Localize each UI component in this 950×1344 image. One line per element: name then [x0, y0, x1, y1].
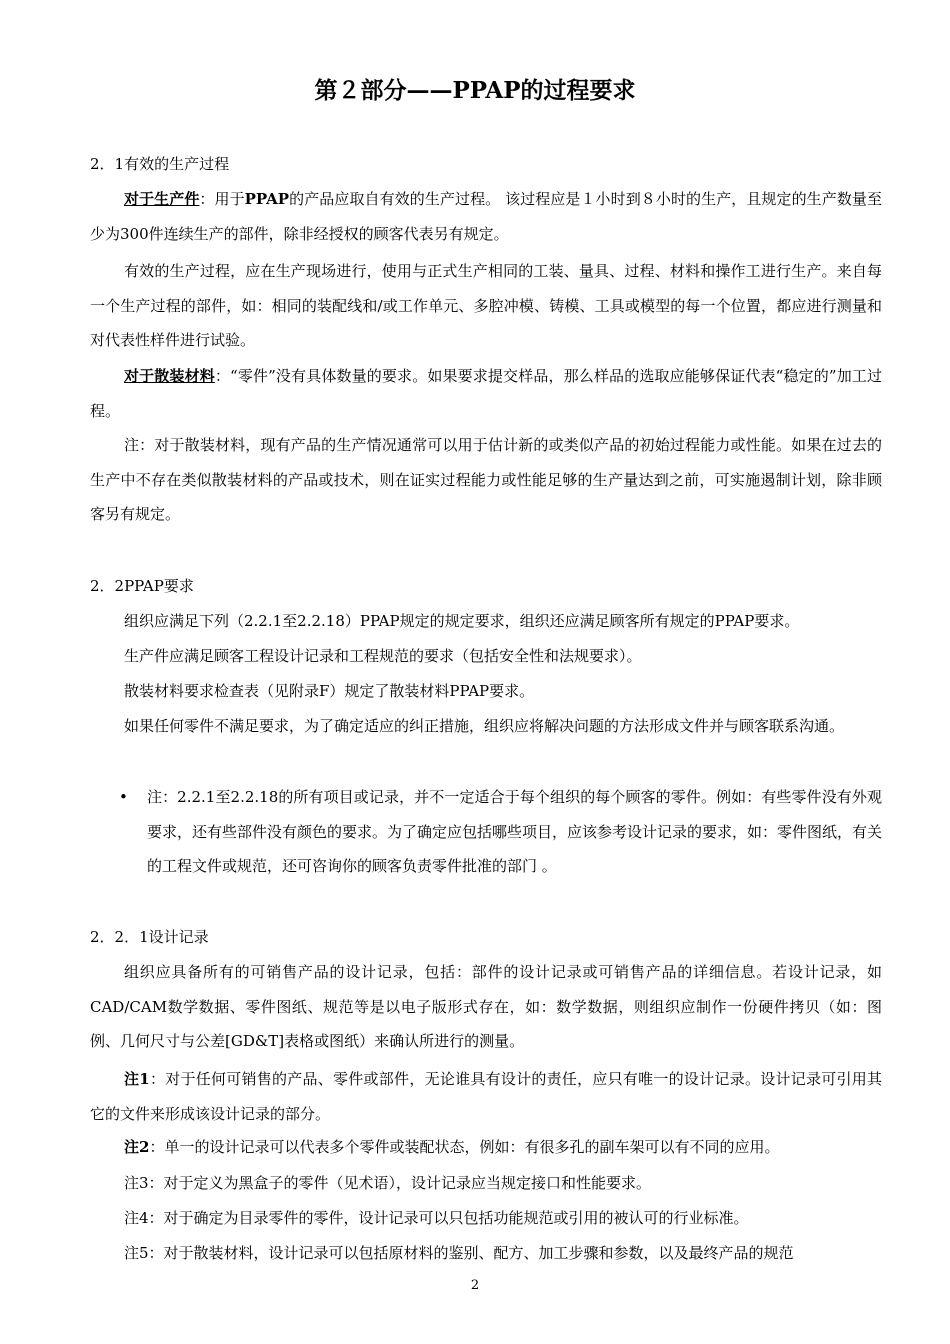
- ppap-term: PPAP: [244, 190, 290, 208]
- page-number: 2: [470, 1278, 480, 1293]
- section-2-1-note: 注：对于散装材料，现有产品的生产情况通常可以用于估计新的或类似产品的初始过程能力或性能。如果在过去的生产中不存在类似散装材料的产品或技术，则在证实过程能力或性能足够的生产量达到之前，可实施遏制计划，除非顾客另有规定。: [90, 436, 882, 523]
- section-2-2-1-note-1: [90, 1062, 882, 1131]
- note-1-label: 注1: [124, 1070, 150, 1088]
- section-2-2-paragraph-4: 如果任何零件不满足要求，为了确定适应的纠正措施，组织应将解决问题的方法形成文件并与顾客联系沟通。: [124, 717, 845, 735]
- section-2-2-paragraph-1: 组织应满足下列（2.2.1至2.2.18）PPAP规定的规定要求，组织还应满足顾客所有规定的PPAP要求。: [124, 612, 800, 630]
- section-2-1-heading: 2．1有效的生产过程: [90, 155, 230, 173]
- section-2-2-paragraph-3: 散装材料要求检查表（见附录F）规定了散装材料PPAP要求。: [124, 682, 535, 700]
- note-1-text: ：对于任何可销售的产品、零件或部件，无论谁具有设计的责任，应只有唯一的设计记录。设计记录可引用其它的文件来形成该设计记录的部分。: [90, 1070, 882, 1123]
- bullet-marker: •: [119, 788, 128, 806]
- section-2-2-1-note-5: 注5：对于散装材料，设计记录可以包括原材料的鉴别、配方、加工步骤和参数，以及最终产品的规范: [124, 1244, 794, 1262]
- section-2-2-1-paragraph-1: 组织应具备所有的可销售产品的设计记录，包括：部件的设计记录或可销售产品的详细信息。若设计记录，如CAD/CAM数学数据、零件图纸、规范等是以电子版形式存在，如：数学数据，则组织应制作一份硬件拷贝（如：图例、几何尺寸与公差[GD&T]表格或图纸）来确认所进行的测量。: [90, 963, 882, 1050]
- section-2-2-bullet-note: 注：2.2.1至2.2.18的所有项目或记录，并不一定适合于每个组织的每个顾客的零件。例如：有些零件没有外观要求，还有些部件没有颜色的要求。为了确定应包括哪些项目，应该参考设计记录的要求，如：零件图纸，有关的工程文件或规范，还可咨询你的顾客负责零件批准的部门 。: [147, 788, 883, 875]
- production-parts-text-a: ：用于: [199, 190, 245, 208]
- section-2-2-heading: 2．2PPAP要求: [90, 577, 194, 595]
- section-2-1-paragraph-2: 有效的生产过程，应在生产现场进行，使用与正式生产相同的工装、量具、过程、材料和操作工进行生产。来自每一个生产过程的部件，如：相同的装配线和/或工作单元、多腔冲模、铸模、工具或模型的每一个位置，都应进行测量和对代表性样件进行试验。: [90, 262, 882, 349]
- section-2-2-1-note-4: 注4：对于确定为目录零件的零件，设计记录可以只包括功能规范或引用的被认可的行业标准。: [124, 1209, 749, 1227]
- production-parts-text-b: 的产品应取自有效的生产过程。 该过程应是１小时到８小时的生产，且规定的生产数量至少为300件连续生产的部件，除非经授权的顾客代表另有规定。: [90, 190, 882, 243]
- section-2-2-1-note-3: 注3：对于定义为黑盒子的零件（见术语），设计记录应当规定接口和性能要求。: [124, 1174, 652, 1192]
- bulk-material-label: 对于散装材料: [124, 367, 215, 385]
- page-title: 第２部分——PPAP的过程要求: [314, 77, 636, 104]
- bulk-material-text: ：“零件”没有具体数量的要求。如果要求提交样品，那么样品的选取应能够保证代表“稳定的”加工过程。: [90, 367, 882, 420]
- production-parts-label: 对于生产件: [124, 190, 200, 208]
- section-2-1-paragraph-3: [90, 359, 882, 428]
- section-2-2-paragraph-2: 生产件应满足顾客工程设计记录和工程规范的要求（包括安全性和法规要求）。: [124, 647, 642, 665]
- section-2-2-1-note-2: [90, 1130, 882, 1165]
- section-2-1-paragraph-1: [90, 182, 882, 251]
- note-2-text: ：单一的设计记录可以代表多个零件或装配状态，例如：有很多孔的副车架可以有不同的应用。: [149, 1138, 780, 1156]
- note-2-label: 注2: [124, 1138, 150, 1156]
- section-2-2-1-heading: 2．2．1设计记录: [90, 928, 209, 946]
